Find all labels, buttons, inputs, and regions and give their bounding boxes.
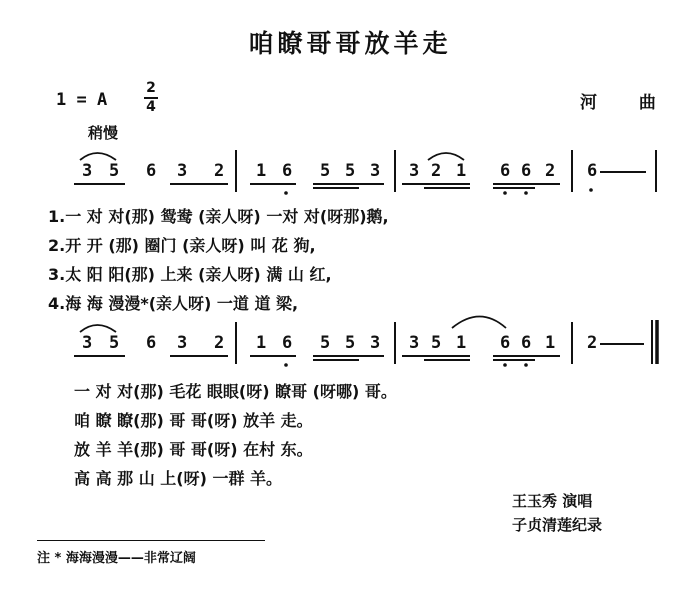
note-digit: 2	[214, 333, 225, 353]
time-sig-bottom: 4	[146, 99, 156, 115]
note-digit: 3	[370, 161, 381, 181]
note-digit: 5	[320, 161, 331, 181]
performer-credit: 王玉秀 演唱	[512, 492, 593, 510]
note-digit: 6	[282, 161, 293, 181]
lyric-line: 3.太 阳 阳(那) 上来 (亲人呀) 满 山 红,	[48, 265, 332, 284]
note-digit: 3	[177, 333, 188, 353]
note-digit: 6	[500, 161, 511, 181]
key-signature: 1 = A	[56, 90, 108, 110]
note-digit: 6	[521, 333, 532, 353]
note-digit: 5	[431, 333, 442, 353]
lyric-line: 咱 瞭 瞭(那) 哥 哥(呀) 放羊 走。	[74, 411, 313, 430]
note-digit: 1	[545, 333, 556, 353]
lyric-line: 2.开 开 (那) 圈门 (亲人呀) 叫 花 狗,	[48, 236, 316, 255]
note-digit: 6	[521, 161, 532, 181]
note-digit: 5	[109, 333, 120, 353]
note-digit: 3	[370, 333, 381, 353]
lyric-line: 一 对 对(那) 毛花 眼眼(呀) 瞭哥 (呀哪) 哥。	[74, 382, 397, 401]
note-digit: 1	[456, 161, 467, 181]
note-digit: 3	[409, 333, 420, 353]
note-digit: 5	[320, 333, 331, 353]
note-digit: 6	[282, 333, 293, 353]
region-label: 河 曲	[580, 93, 674, 113]
note-digit: 2	[431, 161, 442, 181]
note-digit: 3	[82, 333, 93, 353]
note-digit: 6	[146, 161, 157, 181]
note-digit: 3	[409, 161, 420, 181]
note-digit: 1	[456, 333, 467, 353]
tempo-marking: 稍慢	[88, 124, 119, 142]
note-digit: 1	[256, 161, 267, 181]
note-digit: 2	[545, 161, 556, 181]
recorder-credit: 子贞清莲纪录	[512, 516, 603, 534]
song-title: 咱瞭哥哥放羊走	[248, 29, 452, 58]
note-digit: 6	[587, 161, 598, 181]
note-digit: 5	[345, 161, 356, 181]
note-digit: 3	[82, 161, 93, 181]
lyric-line: 1.一 对 对(那) 鸳鸯 (亲人呀) 一对 对(呀那)鹅,	[48, 207, 389, 226]
footnote-rule	[37, 540, 265, 541]
note-digit: 5	[109, 161, 120, 181]
note-digit: 2	[214, 161, 225, 181]
note-digit: 6	[146, 333, 157, 353]
note-digit: 2	[587, 333, 598, 353]
note-digit: 1	[256, 333, 267, 353]
lyric-line: 放 羊 羊(那) 哥 哥(呀) 在村 东。	[74, 440, 313, 459]
note-digit: 6	[500, 333, 511, 353]
time-sig-top: 2	[146, 80, 156, 96]
note-digit: 3	[177, 161, 188, 181]
footnote: 注 * 海海漫漫——非常辽阔	[37, 551, 196, 566]
lyric-line: 4.海 海 漫漫*(亲人呀) 一道 道 梁,	[48, 294, 299, 313]
note-digit: 5	[345, 333, 356, 353]
lyric-line: 高 高 那 山 上(呀) 一群 羊。	[74, 469, 283, 488]
